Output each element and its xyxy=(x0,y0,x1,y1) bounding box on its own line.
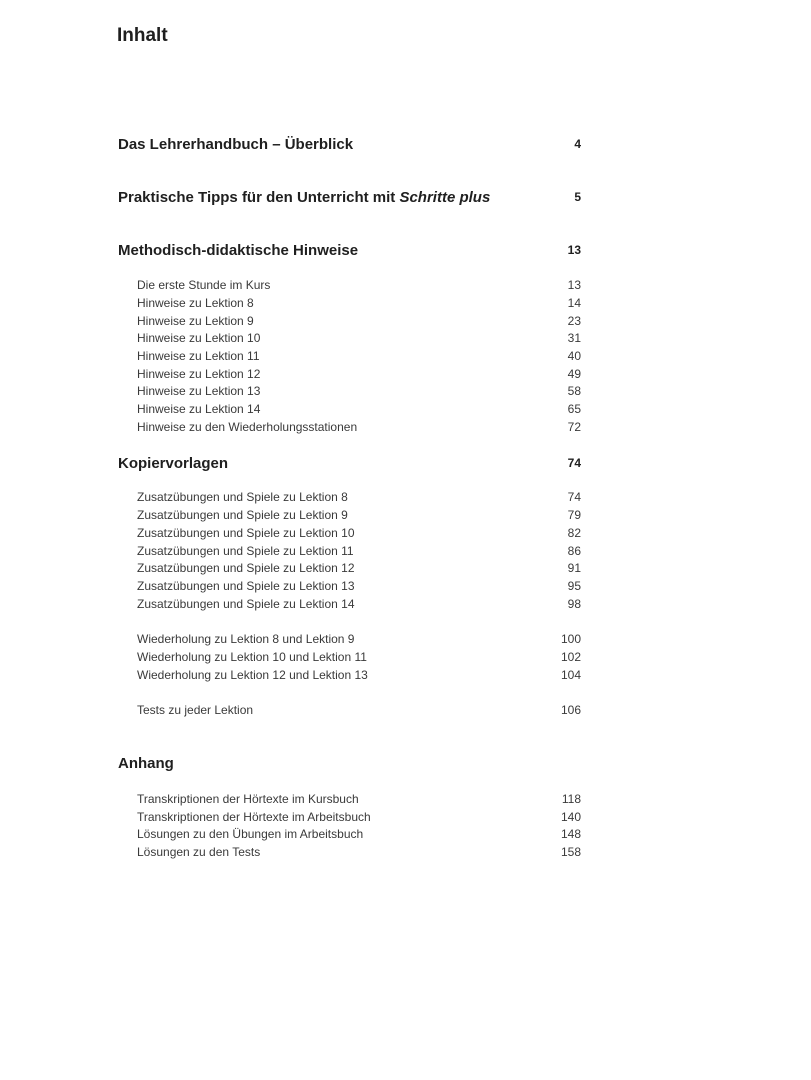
toc-item-page: 95 xyxy=(567,579,581,593)
toc-item[interactable] xyxy=(137,630,581,648)
toc-heading-kopiervorlagen[interactable] xyxy=(118,453,581,473)
toc-item-page: 140 xyxy=(560,810,581,824)
toc-item[interactable] xyxy=(137,294,581,312)
toc-item-label: Transkriptionen der Hörtexte im Kursbuch xyxy=(137,792,359,806)
toc-item-page: 100 xyxy=(560,632,581,646)
toc-heading-title: Das Lehrerhandbuch – Überblick xyxy=(118,135,354,153)
toc-item-page: 86 xyxy=(567,544,581,558)
toc-item[interactable] xyxy=(137,577,581,595)
toc-item-page: 23 xyxy=(567,314,581,328)
toc-item[interactable] xyxy=(137,648,581,666)
toc-item-label: Hinweise zu Lektion 11 xyxy=(137,349,260,363)
toc-item[interactable] xyxy=(137,843,581,861)
toc-heading-title: Kopiervorlagen xyxy=(118,454,229,472)
toc-item-label: Die erste Stunde im Kurs xyxy=(137,278,271,292)
toc-item-label: Hinweise zu Lektion 8 xyxy=(137,296,254,310)
toc-item[interactable] xyxy=(137,524,581,542)
toc-item-page: 13 xyxy=(567,278,581,292)
toc-heading-title-em: Schritte plus xyxy=(399,188,491,206)
toc-item-label: Zusatzübungen und Spiele zu Lektion 13 xyxy=(137,579,355,593)
toc-item-page: 31 xyxy=(567,331,581,345)
toc-heading-hinweise[interactable] xyxy=(118,240,581,260)
toc-item[interactable] xyxy=(137,595,581,613)
toc-item-page: 158 xyxy=(560,845,581,859)
toc-item-page: 91 xyxy=(567,561,581,575)
toc-item-page: 79 xyxy=(567,508,581,522)
toc-item-label: Wiederholung zu Lektion 8 und Lektion 9 xyxy=(137,632,355,646)
toc-item-label: Zusatzübungen und Spiele zu Lektion 9 xyxy=(137,508,348,522)
toc-item[interactable] xyxy=(137,382,581,400)
toc-item-page: 98 xyxy=(567,597,581,611)
toc-item[interactable] xyxy=(137,488,581,506)
toc-item-label: Hinweise zu Lektion 12 xyxy=(137,367,261,381)
toc-heading-page: 5 xyxy=(574,190,581,204)
toc-item-label: Zusatzübungen und Spiele zu Lektion 14 xyxy=(137,597,355,611)
toc-heading-anhang[interactable] xyxy=(118,753,581,773)
toc-item[interactable] xyxy=(137,790,581,808)
toc-item-label: Wiederholung zu Lektion 12 und Lektion 13 xyxy=(137,668,368,682)
toc-item-page: 104 xyxy=(560,668,581,682)
toc-item-label: Hinweise zu Lektion 9 xyxy=(137,314,254,328)
toc-item-page: 72 xyxy=(567,420,581,434)
page-title: Inhalt xyxy=(117,25,168,46)
toc-item[interactable] xyxy=(137,808,581,826)
toc-item-label: Zusatzübungen und Spiele zu Lektion 11 xyxy=(137,544,354,558)
toc-item-label: Hinweise zu Lektion 14 xyxy=(137,402,261,416)
toc-heading-title: Methodisch-didaktische Hinweise xyxy=(118,241,359,259)
toc-item[interactable] xyxy=(137,542,581,560)
toc-item-label: Zusatzübungen und Spiele zu Lektion 10 xyxy=(137,526,355,540)
toc-heading-page: 4 xyxy=(574,137,581,151)
toc-item-label: Lösungen zu den Übungen im Arbeitsbuch xyxy=(137,827,364,841)
toc-item-page: 118 xyxy=(561,792,581,806)
toc-item-page: 74 xyxy=(567,490,581,504)
toc-item-page: 102 xyxy=(560,650,581,664)
toc-item-page: 14 xyxy=(567,296,581,310)
toc-item[interactable] xyxy=(137,418,581,436)
toc-heading-title: Anhang xyxy=(118,754,174,772)
toc-item[interactable] xyxy=(137,559,581,577)
toc-item-label: Hinweise zu Lektion 13 xyxy=(137,384,261,398)
toc-item-page: 65 xyxy=(567,402,581,416)
toc-item[interactable] xyxy=(137,312,581,330)
toc-heading-title-text: Praktische Tipps für den Unterricht mit xyxy=(118,188,400,206)
toc-item-label: Lösungen zu den Tests xyxy=(137,845,261,859)
toc-item-label: Wiederholung zu Lektion 10 und Lektion 11 xyxy=(137,650,367,664)
toc-item[interactable] xyxy=(137,365,581,383)
toc-item-page: 82 xyxy=(567,526,581,540)
toc-item-label: Tests zu jeder Lektion xyxy=(137,703,254,717)
toc-item[interactable] xyxy=(137,825,581,843)
toc-item-page: 40 xyxy=(567,349,581,363)
toc-item-label: Zusatzübungen und Spiele zu Lektion 12 xyxy=(137,561,355,575)
toc-item[interactable] xyxy=(137,701,581,719)
toc-item[interactable] xyxy=(137,276,581,294)
toc-heading-ueberblick[interactable] xyxy=(118,134,581,154)
toc-item-label: Hinweise zu Lektion 10 xyxy=(137,331,261,345)
toc-heading-page: 74 xyxy=(567,456,581,470)
toc-item-label: Transkriptionen der Hörtexte im Arbeitsbuch xyxy=(137,810,371,824)
toc-item-page: 49 xyxy=(567,367,581,381)
toc-item[interactable] xyxy=(137,666,581,684)
toc-item[interactable] xyxy=(137,329,581,347)
toc-heading-title xyxy=(118,189,490,206)
toc-item[interactable] xyxy=(137,506,581,524)
toc-item-page: 58 xyxy=(567,384,581,398)
toc-item-label: Hinweise zu den Wiederholungsstationen xyxy=(137,420,358,434)
toc-heading-praktische-tipps[interactable] xyxy=(118,187,581,207)
toc-item-label: Zusatzübungen und Spiele zu Lektion 8 xyxy=(137,490,348,504)
toc-item-page: 106 xyxy=(560,703,581,717)
toc-heading-page: 13 xyxy=(567,243,581,257)
toc-item[interactable] xyxy=(137,347,581,365)
toc-item[interactable] xyxy=(137,400,581,418)
toc-item-page: 148 xyxy=(560,827,581,841)
